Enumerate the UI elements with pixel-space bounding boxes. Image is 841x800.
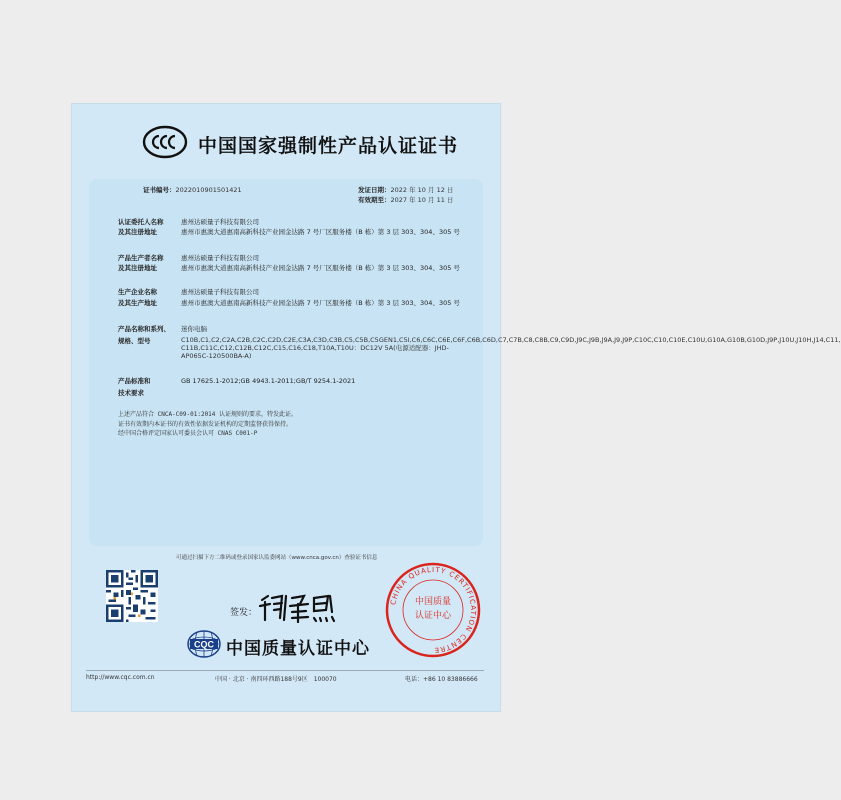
issue-date: 发证日期：2022 年 10 月 12 日 bbox=[358, 186, 454, 194]
seal-ring-text: CHINA QUALITY CERTIFICATION CENTRE bbox=[389, 565, 478, 655]
footer-divider bbox=[86, 670, 484, 671]
ccc-logo-icon bbox=[142, 125, 188, 159]
note-line: 证书有效期内本证书的有效性依据发证机构的定期监督获得保持。 bbox=[118, 420, 293, 428]
factory-row: 生产企业名称 惠州达硕量子科技有限公司 bbox=[118, 288, 259, 296]
applicant-row: 认证委托人名称 惠州达硕量子科技有限公司 bbox=[118, 218, 259, 226]
seal-center-text-2: 认证中心 bbox=[414, 611, 452, 621]
official-seal bbox=[383, 560, 483, 660]
issuer-name: 中国质量认证中心 bbox=[226, 639, 370, 659]
note-line: 经中国合格评定国家认可委员会认可 CNAS C001-P bbox=[118, 430, 258, 437]
standard-label-2: 技术要求 bbox=[118, 389, 144, 397]
signature-image bbox=[256, 590, 346, 626]
footer-tel: 电话：+86 10 83886666 bbox=[405, 676, 478, 683]
standard-row: 产品标准和 GB 17625.1-2012;GB 4943.1-2011;GB/T 9254.1-2021 bbox=[118, 377, 356, 385]
factory-address-row: 及其生产地址 惠州市惠澳大道惠南高新科技产业园金达路 7 号厂区服务楼（B 栋）第 3 层 303、304、305 号 bbox=[118, 299, 460, 307]
certificate-notes bbox=[118, 410, 297, 439]
cqc-logo-icon bbox=[186, 629, 222, 659]
producer-row: 产品生产者名称 惠州达硕量子科技有限公司 bbox=[118, 254, 259, 262]
product-label-2: 规格、型号 bbox=[118, 337, 151, 345]
applicant-address-row: 及其注册地址 惠州市惠澳大道惠南高新科技产业园金达路 7 号厂区服务楼（B 栋）第 3 层 303、304、305 号 bbox=[118, 228, 460, 236]
valid-date: 有效期至：2027 年 10 月 11 日 bbox=[358, 196, 454, 204]
cqc-logo-text: CQC bbox=[194, 639, 214, 650]
product-row: 产品名称和系列、 迷你电脑 bbox=[118, 325, 207, 333]
signature-label: 签发： bbox=[230, 608, 258, 618]
product-models: C10B,C1,C2,C2A,C2B,C2C,C2D,C2E,C3A,C3D,C3B,C5,C5B,C5GEN1,C5I,C6,C6C,C6E,C6F,C6B,C6D,C7,C7B,C8,C8B,C9,C9D,J9C,J9B,J9A,J9,J9P,C10C,C10,C10E,C10U,G10A,G10B,G10D,J9P,J10U,J10H,J14,C11, C11B,C11C,C12,C12B,C12C,C15,C16,C18,T10A,T10U：DC12V 5A(电源适配器：JHD-AP065C-120500BA-A) bbox=[181, 336, 841, 360]
svg-text:CHINA QUALITY CERTIFICATION CE bbox=[389, 566, 477, 654]
certificate-title: 中国国家强制性产品认证证书 bbox=[198, 135, 459, 157]
verify-note: 可通过扫描下方二维码或登录国家认监委网站（www.cnca.gov.cn）查验证书信息 bbox=[176, 555, 378, 561]
footer-url[interactable]: http://www.cqc.com.cn bbox=[86, 674, 155, 681]
producer-address-row: 及其注册地址 惠州市惠澳大道惠南高新科技产业园金达路 7 号厂区服务楼（B 栋）第 3 层 303、304、305 号 bbox=[118, 264, 460, 272]
cert-number: 证书编号：2022010901501421 bbox=[143, 186, 242, 194]
seal-center-text-1: 中国质量 bbox=[414, 597, 452, 607]
footer-address: 中国 · 北京 · 南四环西路188号9区 100070 bbox=[215, 676, 337, 683]
qr-code-icon[interactable] bbox=[106, 570, 158, 622]
note-line: 上述产品符合 CNCA-C09-01:2014 认证规则的要求，特发此证。 bbox=[118, 411, 298, 418]
